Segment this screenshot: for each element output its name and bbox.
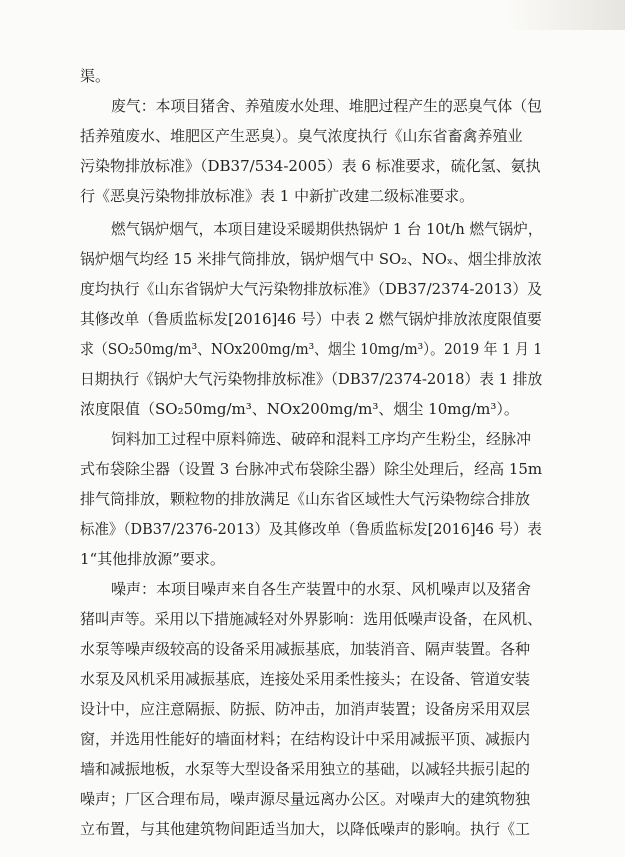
text-line: 行《恶臭污染物排放标准》表 1 中新扩改建二级标准要求。 xyxy=(80,187,475,205)
text-line: 废气：本项目猪舍、养殖废水处理、堆肥过程产生的恶臭气体（包 xyxy=(111,97,543,115)
text-line: 1“其他排放源”要求。 xyxy=(80,550,225,568)
text-line: 度均执行《山东省锅炉大气污染物排放标准》（DB37/2374-2013）及 xyxy=(80,280,543,298)
text-line: 排气筒排放，颗粒物的排放满足《山东省区域性大气污染物综合排放 xyxy=(80,490,531,508)
text-line: 日期执行《锅炉大气污染物排放标准》（DB37/2374-2018）表 1 排放 xyxy=(80,370,543,388)
text-line: 水泵及风机采用减振基底，连接处采用柔性接头；在设备、管道安装 xyxy=(80,670,531,688)
text-line: 标准》（DB37/2376-2013）及其修改单（鲁质监标发[2016]46 号）表 xyxy=(80,520,542,538)
text-line: 噪声：本项目噪声来自各生产装置中的水泵、风机噪声以及猪舍 xyxy=(111,580,532,598)
text-line: 设计中，应注意隔振、防振、防冲击，加消声装置；设备房采用双层 xyxy=(80,700,531,718)
text-line: 立布置，与其他建筑物间距适当加大，以降低噪声的影响。执行《工 xyxy=(80,820,531,838)
text-line: 猪叫声等。采用以下措施减轻对外界影响：选用低噪声设备，在风机、 xyxy=(80,610,543,628)
text-line: 锅炉烟气均经 15 米排气筒排放，锅炉烟气中 SO₂、NOₓ、烟尘排放浓 xyxy=(80,250,542,268)
text-line: 水泵等噪声级较高的设备采用减振基底，加装消音、隔声装置。各种 xyxy=(80,640,531,658)
text-line: 式布袋除尘器（设置 3 台脉冲式布袋除尘器）除尘处理后，经高 15m xyxy=(80,460,543,478)
text-line: 窗，并选用性能好的墙面材料；在结构设计中采用减振平顶、减振内 xyxy=(80,730,531,748)
text-line: 污染物排放标准》（DB37/534-2005）表 6 标准要求，硫化氢、氨执 xyxy=(80,157,541,175)
text-line: 其修改单（鲁质监标发[2016]46 号）中表 2 燃气锅炉排放浓度限值要 xyxy=(80,310,542,328)
text-line: 燃气锅炉烟气，本项目建设采暖期供热锅炉 1 台 10t/h 燃气锅炉， xyxy=(111,220,543,238)
text-line: 噪声；厂区合理布局，噪声源尽量远离办公区。对噪声大的建筑物独 xyxy=(80,790,531,808)
text-line: 求（SO₂50mg/m³、NOx200mg/m³、烟尘 10mg/m³）。2019 年 1 月 1 xyxy=(80,340,543,358)
text-line: 墙和减振地板，水泵等大型设备采用独立的基础，以减轻共振引起的 xyxy=(80,760,531,778)
scan-shadow xyxy=(505,0,625,30)
text-line: 饲料加工过程中原料筛选、破碎和混料工序均产生粉尘，经脉冲 xyxy=(111,430,532,448)
text-line: 括养殖废水、堆肥区产生恶臭）。臭气浓度执行《山东省畜禽养殖业 xyxy=(80,127,523,145)
text-line: 浓度限值（SO₂50mg/m³、NOx200mg/m³、烟尘 10mg/m³）。 xyxy=(80,400,519,418)
text-line: 渠。 xyxy=(80,67,111,85)
